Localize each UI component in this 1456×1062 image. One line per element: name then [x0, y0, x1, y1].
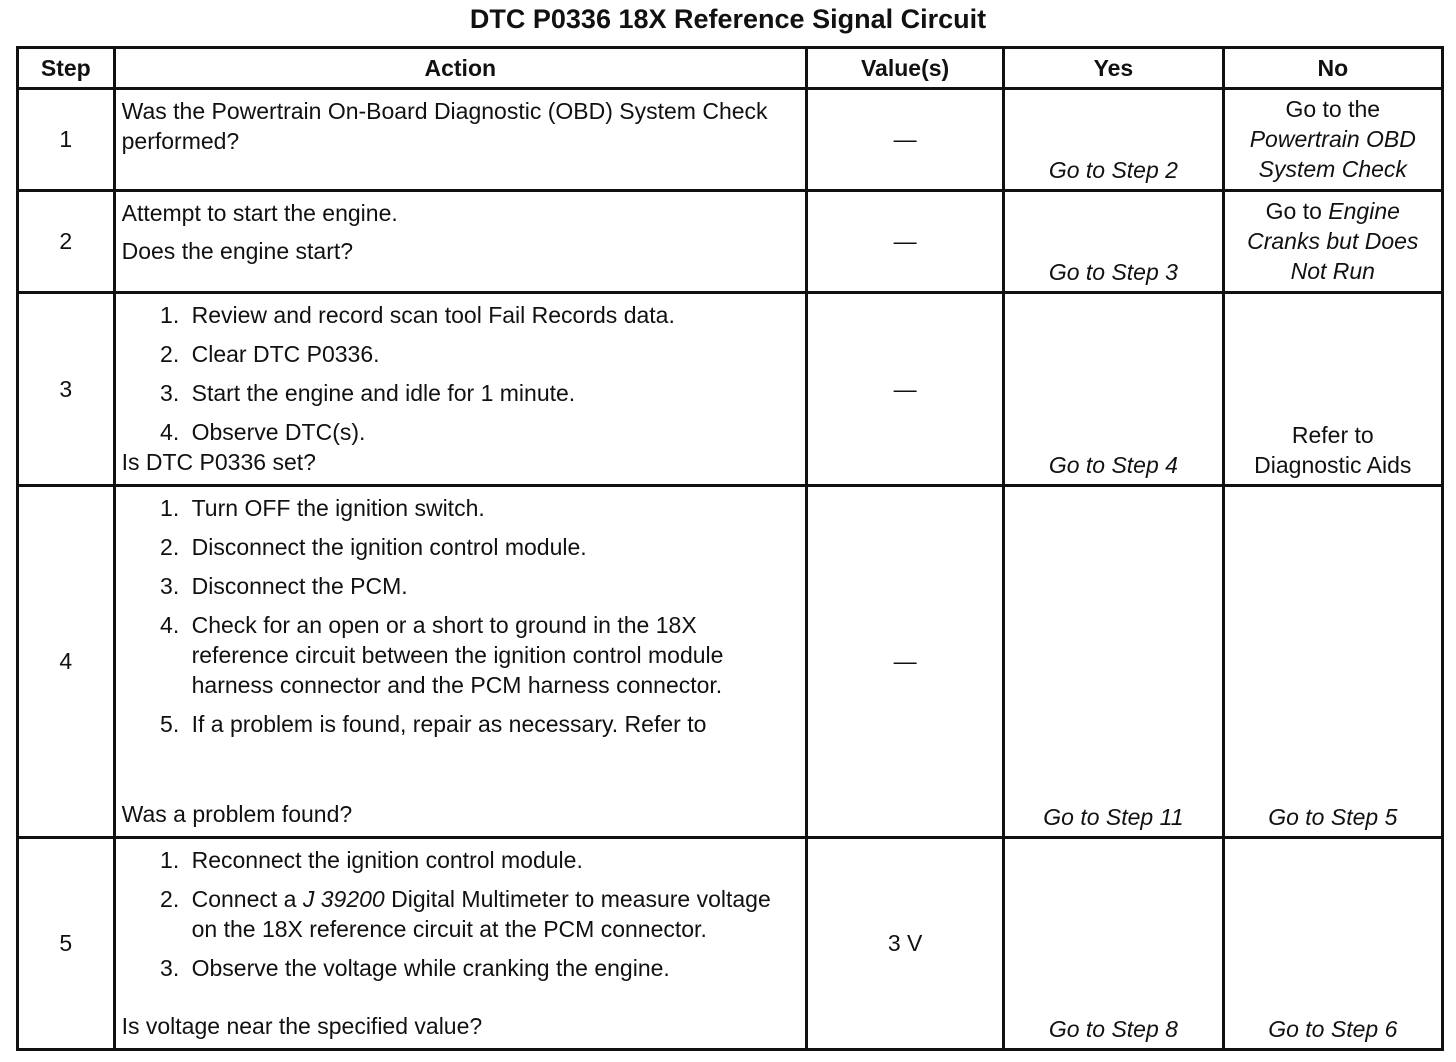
- action-item: 1. Turn OFF the ignition switch.: [186, 493, 799, 523]
- table-row: [18, 89, 1443, 191]
- no-text-line: Go to the: [1285, 96, 1381, 122]
- no-text-line: Refer to: [1291, 422, 1374, 448]
- action-question: Is voltage near the specified value?: [121, 1013, 483, 1039]
- no-cell: [1223, 89, 1442, 191]
- action-item: 5. If a problem is found, repair as necessary. Refer to: [186, 709, 799, 739]
- table-row: [18, 191, 1443, 293]
- yes-link[interactable]: Go to Step 11: [1043, 804, 1184, 830]
- no-link[interactable]: Go to Step 5: [1268, 804, 1398, 830]
- header-no: No: [1223, 48, 1442, 89]
- action-question: Does the engine start?: [121, 238, 354, 264]
- table-row: [18, 293, 1443, 486]
- yes-cell: [1004, 89, 1223, 191]
- header-row: [18, 48, 1443, 89]
- no-link[interactable]: System Check: [1258, 156, 1407, 182]
- no-text-line: Diagnostic Aids: [1254, 452, 1412, 478]
- action-item: 4. Observe DTC(s).: [186, 417, 799, 447]
- no-cell: [1223, 191, 1442, 293]
- no-link[interactable]: Not Run: [1290, 258, 1375, 284]
- action-item-text: Connect a: [191, 886, 303, 912]
- yes-cell: [1004, 486, 1223, 838]
- table-row: [18, 838, 1443, 1050]
- yes-link[interactable]: Go to Step 2: [1048, 157, 1178, 183]
- action-question: Was a problem found?: [121, 801, 353, 827]
- step-number: 1: [18, 89, 115, 191]
- table-row: [18, 486, 1443, 838]
- tool-reference: J 39200: [302, 886, 385, 912]
- diagnostic-table: [16, 46, 1444, 1051]
- no-cell: [1223, 293, 1442, 486]
- action-item-text: Digital Multimeter to measure voltage on the 18X reference circuit at the PCM connector.: [191, 886, 771, 942]
- step-number: 4: [18, 486, 115, 838]
- header-action: Action: [114, 48, 806, 89]
- value-cell: —: [806, 89, 1003, 191]
- header-yes: Yes: [1004, 48, 1223, 89]
- value-cell: —: [806, 486, 1003, 838]
- step-number: 3: [18, 293, 115, 486]
- header-step: Step: [18, 48, 115, 89]
- action-cell: [114, 838, 806, 1050]
- no-link[interactable]: Powertrain OBD: [1249, 126, 1416, 152]
- yes-cell: [1004, 191, 1223, 293]
- yes-cell: [1004, 838, 1223, 1050]
- action-cell: [114, 293, 806, 486]
- action-text: Was the Powertrain On-Board Diagnostic (OBD) System Check performed?: [121, 98, 768, 154]
- yes-link[interactable]: Go to Step 8: [1048, 1016, 1178, 1042]
- step-number: 5: [18, 838, 115, 1050]
- action-item: 2. Disconnect the ignition control module.: [186, 532, 799, 562]
- action-item: 1. Reconnect the ignition control module.: [186, 845, 799, 875]
- step-number: 2: [18, 191, 115, 293]
- page-title: DTC P0336 18X Reference Signal Circuit: [469, 4, 987, 34]
- no-text-prefix: Go to: [1265, 198, 1329, 224]
- yes-link[interactable]: Go to Step 4: [1048, 452, 1178, 478]
- no-link[interactable]: Engine: [1328, 198, 1400, 224]
- action-text: Attempt to start the engine.: [121, 200, 398, 226]
- action-item: [186, 884, 799, 944]
- no-cell: [1223, 838, 1442, 1050]
- action-item: 3. Start the engine and idle for 1 minute.: [186, 378, 799, 408]
- yes-cell: [1004, 293, 1223, 486]
- value-cell: —: [806, 293, 1003, 486]
- no-link[interactable]: Go to Step 6: [1268, 1016, 1398, 1042]
- no-link[interactable]: Cranks but Does: [1247, 228, 1419, 254]
- value-cell: 3 V: [806, 838, 1003, 1050]
- action-question: Is DTC P0336 set?: [121, 449, 316, 475]
- value-cell: —: [806, 191, 1003, 293]
- action-cell: [114, 89, 806, 191]
- action-item: 3. Observe the voltage while cranking the engine.: [186, 953, 799, 983]
- action-cell: [114, 486, 806, 838]
- action-item: 3. Disconnect the PCM.: [186, 571, 799, 601]
- action-item: 2. Clear DTC P0336.: [186, 339, 799, 369]
- yes-link[interactable]: Go to Step 3: [1048, 259, 1178, 285]
- header-values: Value(s): [806, 48, 1003, 89]
- no-cell: [1223, 486, 1442, 838]
- action-item: 4. Check for an open or a short to ground in the 18X reference circuit between the ignition control module harness connector and the PCM harness connector.: [186, 610, 799, 700]
- action-cell: [114, 191, 806, 293]
- action-item: 1. Review and record scan tool Fail Records data.: [186, 300, 799, 330]
